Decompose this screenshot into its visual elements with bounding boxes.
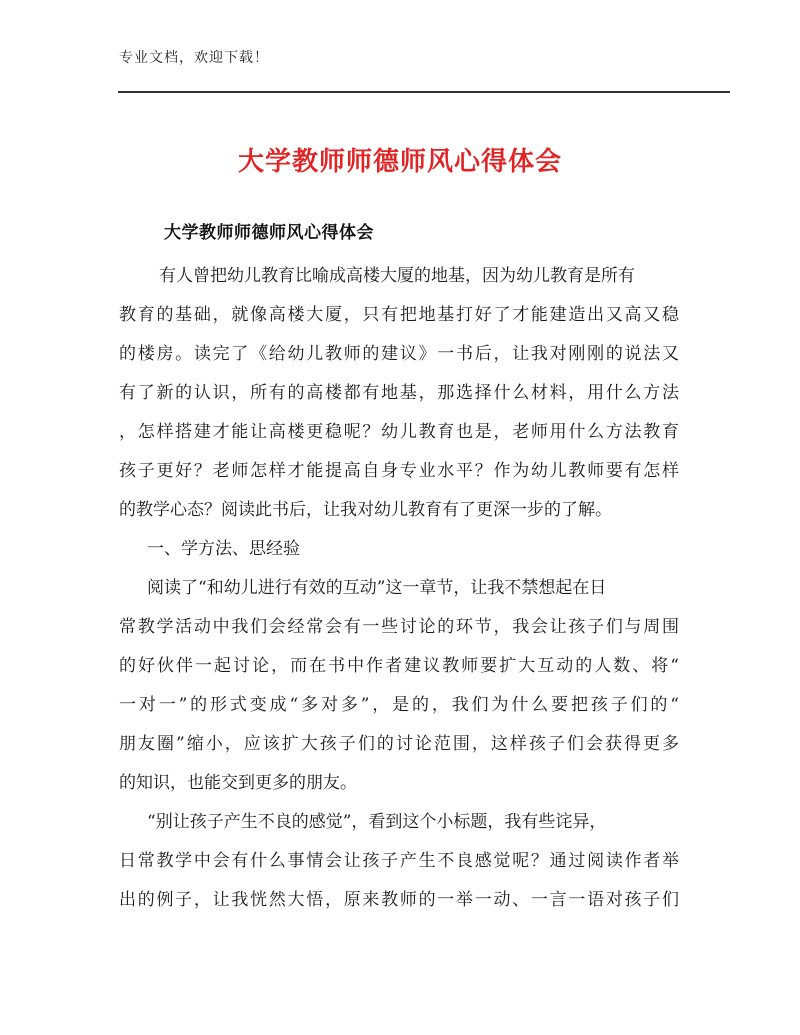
document-title: 大学教师师德师风心得体会: [237, 147, 562, 177]
body-line: 孩子更好？老师怎样才能提高自身专业水平？作为幼儿教师要有怎样: [119, 461, 679, 481]
body-line: 的楼房。读完了《给幼儿教师的建议》一书后，让我对刚刚的说法又: [119, 344, 679, 364]
body-line: 的教学心态？阅读此书后，让我对幼儿教育有了更深一步的了解。: [119, 500, 612, 520]
body-line: 有人曾把幼儿教育比喻成高楼大厦的地基，因为幼儿教育是所有: [159, 266, 635, 286]
body-line: 的好伙伴一起讨论，而在书中作者建议教师要扩大互动的人数、将“: [119, 656, 679, 676]
body-line: 教育的基础，就像高楼大厦，只有把地基打好了才能建造出又高又稳: [119, 305, 679, 325]
body-line: 一对一”的形式变成“多对多”，是的，我们为什么要把孩子们的“: [119, 695, 679, 715]
header-divider: [118, 91, 730, 93]
page-header-text: 专业文档，欢迎下载！: [119, 50, 269, 66]
document-body: [119, 257, 679, 920]
body-line: 出的例子，让我恍然大悟，原来教师的一举一动、一言一语对孩子们: [119, 890, 679, 910]
body-line: 日常教学中会有什么事情会让孩子产生不良感觉呢？通过阅读作者举: [119, 851, 679, 871]
body-line: 有了新的认识，所有的高楼都有地基，那选择什么材料，用什么方法: [119, 383, 679, 403]
body-line: 朋友圈”缩小，应该扩大孩子们的讨论范围，这样孩子们会获得更多: [119, 734, 679, 754]
document-subtitle: 大学教师师德师风心得体会: [164, 223, 374, 243]
body-line: 阅读了“和幼儿进行有效的互动”这一章节，让我不禁想起在日: [147, 578, 607, 598]
body-line: “别让孩子产生不良的感觉”，看到这个小标题，我有些诧异，: [147, 812, 607, 832]
body-line: 的知识，也能交到更多的朋友。: [119, 773, 357, 793]
body-line: ，怎样搭建才能让高楼更稳呢？幼儿教育也是，老师用什么方法教育: [119, 422, 679, 442]
body-line: 常教学活动中我们会经常会有一些讨论的环节，我会让孩子们与周围: [119, 617, 679, 637]
section-heading: 一、学方法、思经验: [147, 539, 300, 559]
